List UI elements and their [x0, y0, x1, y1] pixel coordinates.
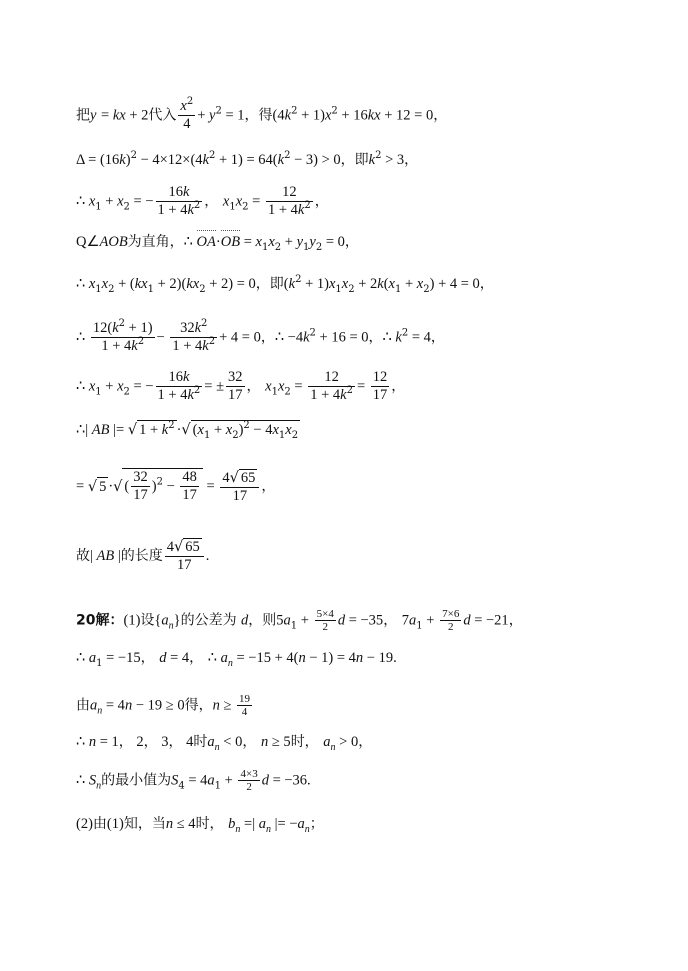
solution-line-12: ∴ $a_1 = -15$， d = 4， ∴ $a_n = -15 + 4(n - 1) = 4n - 19$.	[76, 650, 397, 669]
solution-line-10: 故| AB |的长度 $\frac{4√ 65}{17}$ .	[76, 539, 210, 573]
solution-line-9: = √ 5 ·√ ( $\frac{32}{17}$ )$^2$ − $\frac{48}{17}$ = $\frac{4√ 65}{17}$ ，	[76, 469, 276, 504]
solution-line-15: ∴ $S_n$的最小值为$S_4 = 4a_1$ + $\frac{4\times 3}{2}$ d = −36.	[76, 768, 311, 793]
solution-line-3: ∴ $x_1 + x_2$ = − $\frac{16k}{1 + 4k^2}$ ， $x_1x_2$ = $\frac{12}{1 + 4k^2}$ ，	[76, 184, 329, 218]
solution-line-13: 由$a_n = 4n - 19 \ge 0$得，n ≥ $\frac{19}{4}$	[76, 693, 251, 718]
solution-line-14: ∴ n = 1， 2， 3， 4时$a_n < 0$， n ≥ 5时， $a_n > 0$，	[76, 734, 373, 753]
solution-line-7: ∴ $x_1 + x_2$ = − $\frac{16k}{1 + 4k^2}$ = ± $\frac{32}{17}$ ， $x_1x_2$ = $\frac{12}{1 + 4k^2}$ = $\frac{12}{17}$ ，	[76, 369, 406, 403]
solution-line-5: ∴ $x_1x_2 + (kx_1 + 2)(kx_2 + 2) = 0$，即$(k^2 + 1)x_1x_2 + 2k(x_1 + x_2) + 4 = 0$，	[76, 274, 494, 295]
solution-line-6: ∴ $\frac{12(k^2 + 1)}{1 + 4k^2}$ − $\frac{32k^2}{1 + 4k^2}$ + 4 = 0，∴ $-4k^2 + 16 = 0$，∴ $k^2 = 4$，	[76, 318, 445, 354]
solution-line-1: 把y = kx + 2代入 $\frac{x^2}{4}$ + $y^2 = 1$，得$(4k^2 + 1)x^2 + 16kx + 12 = 0$，	[76, 96, 448, 132]
solution-line-2: $\Delta = (16k)^2 - 4\times 12\times(4k^2 + 1) = 64(k^2 - 3) > 0$，即$k^2 > 3$，	[76, 150, 419, 168]
solution-line-8: ∴| AB |= √ $1 + k^2$ ·√ $(x_1 + x_2)^2 - 4x_1x_2$	[76, 420, 299, 441]
solution-line-4: Q∠AOB为直角，∴ $OA\cdot OB = x_1x_2 + y_1y_2 = 0$，	[76, 234, 359, 253]
solution-line-11: 20解：(1)设$\{a_n\}$的公差为 d，则$5a_1$ + $\frac{5\times 4}{2}$ d = −35， $7a_1$ + $\frac{7\times 6}{2}$ d = −21，	[76, 608, 523, 633]
solution-line-16: (2)由(1)知，当n ≤ 4时， $b_n$ =| $a_n$ |= $-a_n$；	[76, 816, 324, 835]
